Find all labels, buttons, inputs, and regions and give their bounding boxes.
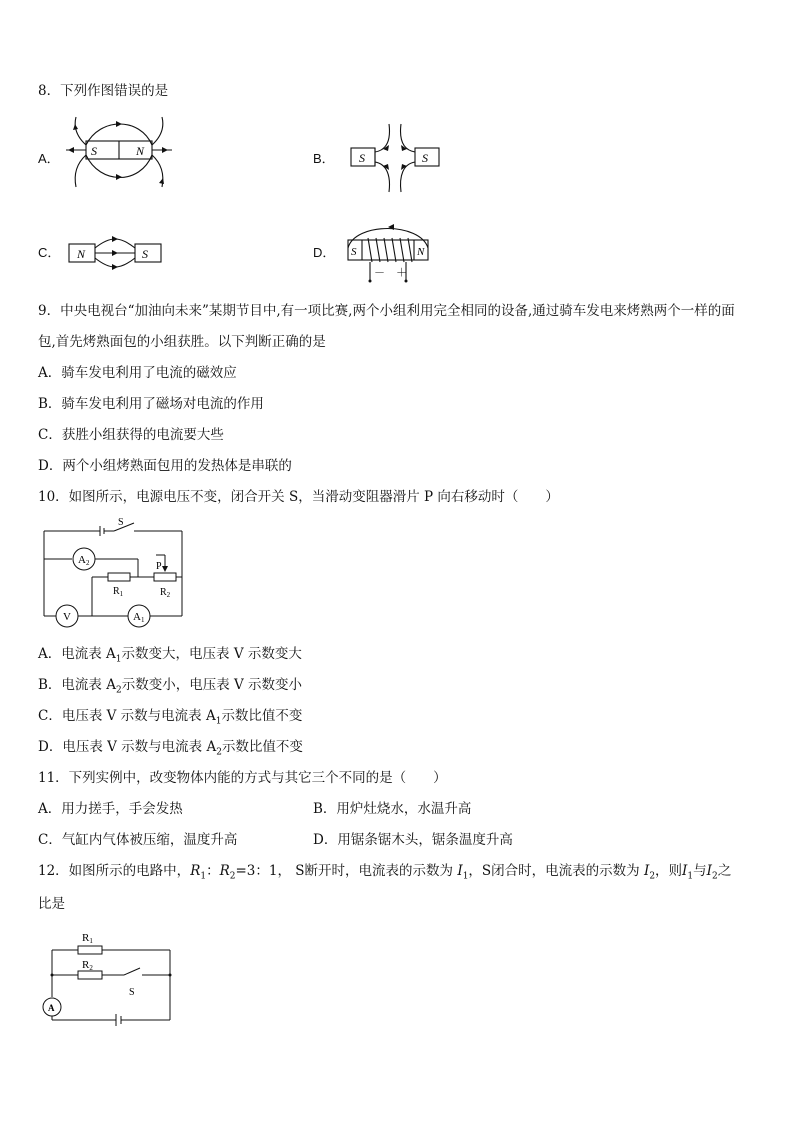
q8-figure-a xyxy=(60,115,180,195)
solenoid-right-pole: N xyxy=(417,246,425,258)
q8-figure-b xyxy=(345,120,445,195)
q10-circuit-diagram xyxy=(38,515,188,630)
q9-option-d: D．两个小组烤熟面包用的发热体是串联的 xyxy=(38,458,292,474)
q9-option-a: A．骑车发电利用了电流的磁效应 xyxy=(38,365,237,381)
q12-stem-line2: 比是 xyxy=(38,896,65,912)
q10-stem: 10．如图所示，电源电压不变，闭合开关 S，当滑动变阻器滑片 P 向右移动时（ ） xyxy=(38,489,559,505)
q12-circuit-diagram xyxy=(40,925,180,1025)
q10-option-b: B．电流表 $A_2$示数变小，电压表 V 示数变小 xyxy=(38,677,303,696)
q11-option-c: C．气缸内气体被压缩，温度升高 xyxy=(38,832,238,848)
q8-option-b-label: B． xyxy=(313,151,335,166)
q10-switch-label: S xyxy=(118,517,124,528)
q9-stem-line1: 9．中央电视台“加油向未来”某期节目中,有一项比赛,两个小组利用完全相同的设备,通过骑车发电来烤熟两个一样的面 xyxy=(38,303,735,319)
r1-label: $R_1$ xyxy=(113,586,124,598)
magnet-c-left-pole: N xyxy=(77,247,86,261)
q10-option-d: D．电压表 V 示数与电流表 $A_2$示数比值不变 xyxy=(38,739,303,758)
q8-option-a-label: A． xyxy=(38,151,60,166)
q10-option-a: A．电流表 $A_1$示数变大，电压表 V 示数变大 xyxy=(38,646,302,665)
q9-stem-line2: 包,首先烤熟面包的小组获胜。以下判断正确的是 xyxy=(38,334,326,350)
q12-switch-label: S xyxy=(129,987,135,998)
ammeter-a2-label: A2 xyxy=(78,554,90,567)
magnet-b-left-pole: S xyxy=(359,151,365,165)
r2-label: $R_2$ xyxy=(160,587,171,599)
q11-stem: 11．下列实例中，改变物体内能的方式与其它三个不同的是（ ） xyxy=(38,770,447,786)
voltmeter-label: V xyxy=(63,611,71,623)
q8-figure-c xyxy=(65,228,175,278)
q9-option-b: B．骑车发电利用了磁场对电流的作用 xyxy=(38,396,264,412)
magnet-a-right-pole: N xyxy=(136,144,145,158)
q11-option-a: A．用力搓手，手会发热 xyxy=(38,801,183,817)
magnet-a-left-pole: S xyxy=(91,144,97,158)
q11-option-d: D．用锯条锯木头，锯条温度升高 xyxy=(313,832,513,848)
q12-ammeter-label: A xyxy=(48,1003,55,1013)
q9-option-c: C．获胜小组获得的电流要大些 xyxy=(38,427,224,443)
terminal-minus: － xyxy=(374,267,385,279)
q12-r1-label: R1 xyxy=(82,932,93,945)
terminal-plus: ＋ xyxy=(396,267,407,279)
q8-option-d-label: D． xyxy=(313,245,336,260)
q8-stem: 8．下列作图错误的是 xyxy=(38,83,169,99)
q12-r2-label: R2 xyxy=(82,959,93,972)
magnet-c-right-pole: S xyxy=(142,247,148,261)
q11-option-b: B．用炉灶烧水，水温升高 xyxy=(313,801,472,817)
solenoid-left-pole: S xyxy=(351,246,357,258)
magnet-b-right-pole: S xyxy=(422,151,428,165)
slider-p-label: P xyxy=(156,561,162,572)
q12-stem-line1: 12．如图所示的电路中，$R_1$：$R_2=3$：1， S断开时，电流表的示数为 $I_1$，S闭合时，电流表的示数为 $I_2$，则$I_1$与$I_2$之 xyxy=(38,863,732,882)
ammeter-a1-label: A1 xyxy=(133,611,145,624)
q8-figure-d xyxy=(340,218,440,288)
q10-option-c: C．电压表 V 示数与电流表 $A_1$示数比值不变 xyxy=(38,708,303,727)
q8-option-c-label: C． xyxy=(38,245,61,260)
